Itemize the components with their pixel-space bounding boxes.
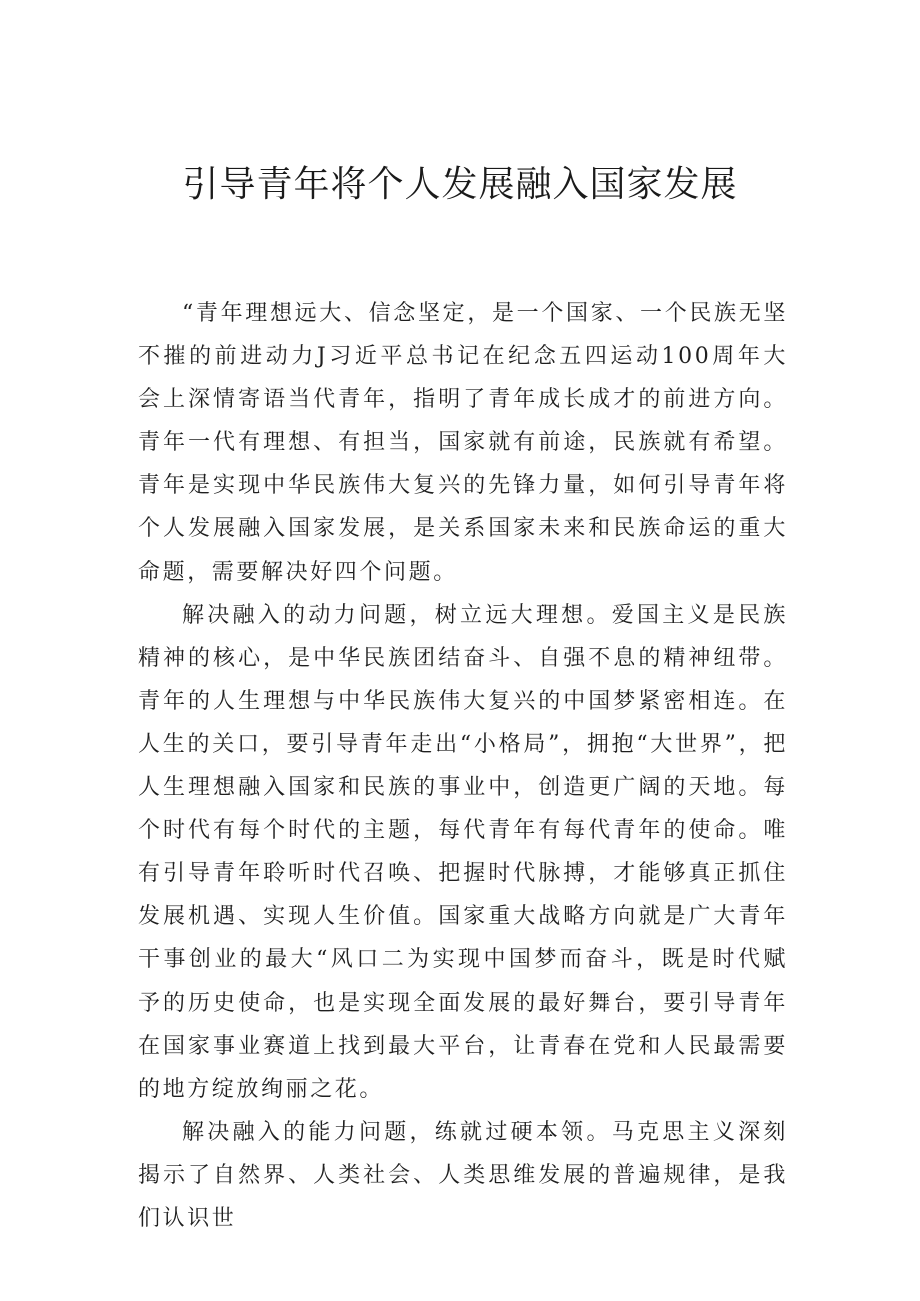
document-body xyxy=(138,292,788,1240)
document-title: 引导青年将个人发展融入国家发展 xyxy=(182,164,738,205)
paragraph-1: “青年理想远大、信念坚定，是一个国家、一个民族无坚不摧的前进动力J习近平总书记在纪念五四运动100周年大会上深情寄语当代青年，指明了青年成长成才的前进方向。青年一代有理想、有担当，国家就有前途，民族就有希望。青年是实现中华民族伟大复兴的先锋力量，如何引导青年将个人发展融入国家发展，是关系国家未来和民族命运的重大命题，需要解决好四个问题。 xyxy=(138,301,788,585)
paragraph-3: 解决融入的能力问题，练就过硬本领。马克思主义深刻揭示了自然界、人类社会、人类思维发展的普遍规律，是我们认识世 xyxy=(138,1119,788,1231)
paragraph-2: 解决融入的动力问题，树立远大理想。爱国主义是民族精神的核心，是中华民族团结奋斗、自强不息的精神纽带。青年的人生理想与中华民族伟大复兴的中国梦紧密相连。在人生的关口，要引导青年走出“小格局”，拥抱“大世界”，把人生理想融入国家和民族的事业中，创造更广阔的天地。每个时代有每个时代的主题，每代青年有每代青年的使命。唯有引导青年聆听时代召唤、把握时代脉搏，才能够真正抓住发展机遇、实现人生价值。国家重大战略方向就是广大青年干事创业的最大“风口二为实现中国梦而奋斗，既是时代赋予的历史使命，也是实现全面发展的最好舞台，要引导青年在国家事业赛道上找到最大平台，让青春在党和人民最需要的地方绽放绚丽之花。 xyxy=(138,602,788,1102)
